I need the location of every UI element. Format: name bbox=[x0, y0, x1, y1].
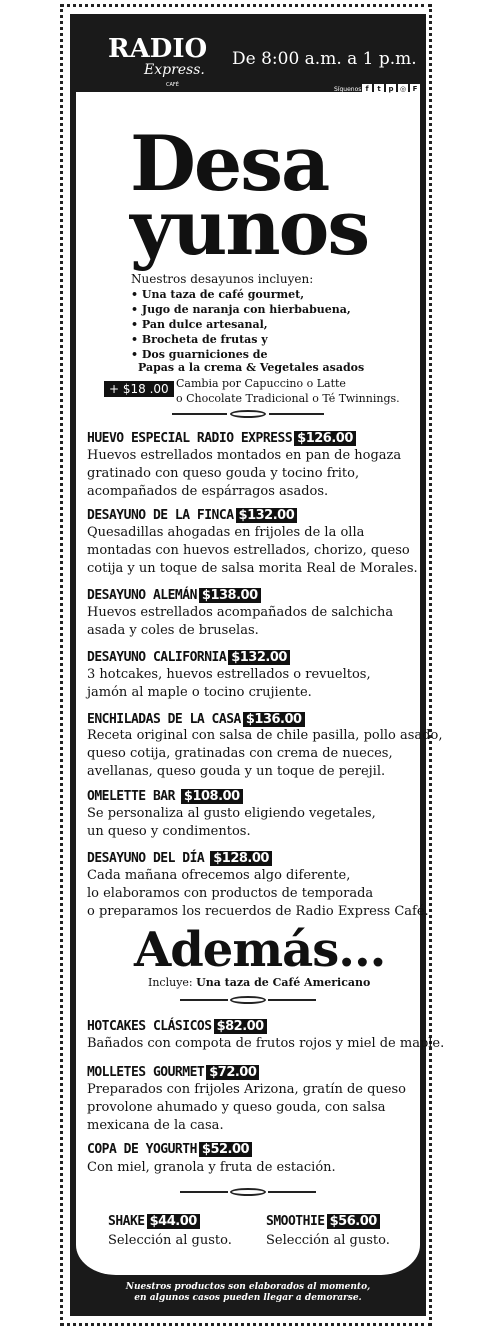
price-badge: $126.00 bbox=[294, 431, 356, 446]
menu-item-description: Se personaliza al gusto eligiendo vegetales, un queso y condimentos. bbox=[87, 806, 376, 839]
menu-item-title: DESAYUNO ALEMÁN $138.00 bbox=[87, 588, 261, 603]
twitter-icon[interactable]: t bbox=[374, 84, 384, 94]
menu-item-description: Huevos estrellados acompañados de salchicha asada y coles de bruselas. bbox=[87, 605, 394, 638]
includes-item: • Dos guarniciones de bbox=[131, 348, 268, 361]
menu-item-title: COPA DE YOGURTH $52.00 bbox=[87, 1142, 252, 1157]
menu-item-description: Preparados con frijoles Arizona, gratín de queso provolone ahumado y queso gouda, con salsa mexicana de la casa. bbox=[87, 1082, 406, 1133]
menu-item-title: ENCHILADAS DE LA CASA $136.00 bbox=[87, 712, 305, 727]
price-badge: $108.00 bbox=[181, 789, 243, 804]
price-badge: $82.00 bbox=[214, 1019, 267, 1034]
menu-item-description: Con miel, granola y fruta de estación. bbox=[87, 1160, 336, 1175]
title-desa: Desa bbox=[130, 119, 329, 208]
instagram-icon[interactable]: ◎ bbox=[399, 85, 407, 93]
menu-item-title: HOTCAKES CLÁSICOS $82.00 bbox=[87, 1019, 267, 1034]
menu-item-title: DESAYUNO CALIFORNIA $132.00 bbox=[87, 650, 290, 665]
menu-item-description: Bañados con compota de frutos rojos y miel de maple. bbox=[87, 1036, 445, 1051]
drink-title: SMOOTHIE $56.00 bbox=[266, 1214, 380, 1229]
title-yunos: yunos bbox=[130, 183, 369, 272]
footer-note: Nuestros productos son elaborados al momento, en algunos casos pueden llegar a demorarse. bbox=[125, 1282, 371, 1303]
ademas-heading: Además... bbox=[134, 922, 386, 978]
price-badge: $132.00 bbox=[228, 650, 290, 665]
includes-item: • Pan dulce artesanal, bbox=[131, 318, 268, 331]
drink-description: Selección al gusto. bbox=[266, 1233, 390, 1248]
menu-item-title: OMELETTE BAR $108.00 bbox=[87, 789, 243, 804]
includes-item: Papas a la crema & Vegetales asados bbox=[138, 361, 365, 374]
price-badge: $72.00 bbox=[206, 1065, 259, 1080]
includes-item: • Una taza de café gourmet, bbox=[131, 288, 305, 301]
includes-heading: Nuestros desayunos incluyen: bbox=[131, 272, 314, 286]
drink-title: SHAKE $44.00 bbox=[108, 1214, 200, 1229]
menu-item-description: Quesadillas ahogadas en frijoles de la olla montadas con huevos estrellados, chorizo, queso cotija y un toque de salsa morita Real de Morales. bbox=[87, 525, 418, 576]
menu-item-description: 3 hotcakes, huevos estrellados o revueltos, jamón al maple o tocino crujiente. bbox=[87, 667, 371, 700]
upgrade-price: + $18 .00 bbox=[104, 381, 174, 397]
includes-item: • Brocheta de frutas y bbox=[131, 333, 268, 346]
price-badge: $44.00 bbox=[147, 1214, 200, 1229]
ornament-divider bbox=[180, 1188, 316, 1196]
price-badge: $138.00 bbox=[199, 588, 261, 603]
menu-item-description: Receta original con salsa de chile pasilla, pollo asado, queso cotija, gratinadas con crema de nueces, avellanas, queso gouda y un toque de perejil. bbox=[87, 728, 443, 779]
menu-item-title: DESAYUNO DEL DÍA $128.00 bbox=[87, 851, 272, 866]
price-badge: $136.00 bbox=[243, 712, 305, 727]
logo-cafe: CAFÉ bbox=[166, 82, 179, 88]
menu-item-title: DESAYUNO DE LA FINCA $132.00 bbox=[87, 508, 297, 523]
facebook-icon[interactable]: f bbox=[362, 84, 372, 94]
menu-item-title: HUEVO ESPECIAL RADIO EXPRESS $126.00 bbox=[87, 431, 356, 446]
price-badge: $56.00 bbox=[327, 1214, 380, 1229]
pinterest-icon[interactable]: p bbox=[386, 84, 396, 94]
price-badge: $132.00 bbox=[236, 508, 298, 523]
menu-item-title: MOLLETES GOURMET $72.00 bbox=[87, 1065, 259, 1080]
upgrade-line: o Chocolate Tradicional o Té Twinnings. bbox=[176, 392, 400, 405]
ademas-includes: Incluye: Una taza de Café Americano bbox=[148, 976, 371, 989]
price-badge: $52.00 bbox=[199, 1142, 252, 1157]
logo-radio: RADIO bbox=[108, 34, 208, 64]
ornament-divider bbox=[172, 410, 324, 418]
menu-item-description: Cada mañana ofrecemos algo diferente, lo elaboramos con productos de temporada o preparamos los recuerdos de Radio Express Café. bbox=[87, 868, 429, 919]
upgrade-line: Cambia por Capuccino o Latte bbox=[176, 377, 346, 390]
radio-express-logo bbox=[108, 34, 208, 90]
menu-item-description: Huevos estrellados montados en pan de hogaza gratinado con queso gouda y tocino frito, acompañados de espárragos asados. bbox=[87, 448, 402, 499]
includes-item: • Jugo de naranja con hierbabuena, bbox=[131, 303, 351, 316]
logo-express: Express. bbox=[144, 62, 205, 78]
follow-label: Síguenos bbox=[334, 86, 362, 93]
ornament-divider bbox=[180, 996, 316, 1004]
drink-description: Selección al gusto. bbox=[108, 1233, 232, 1248]
opening-hours: De 8:00 a.m. a 1 p.m. bbox=[232, 49, 417, 69]
foursquare-icon[interactable]: F bbox=[410, 84, 420, 94]
price-badge: $128.00 bbox=[210, 851, 272, 866]
